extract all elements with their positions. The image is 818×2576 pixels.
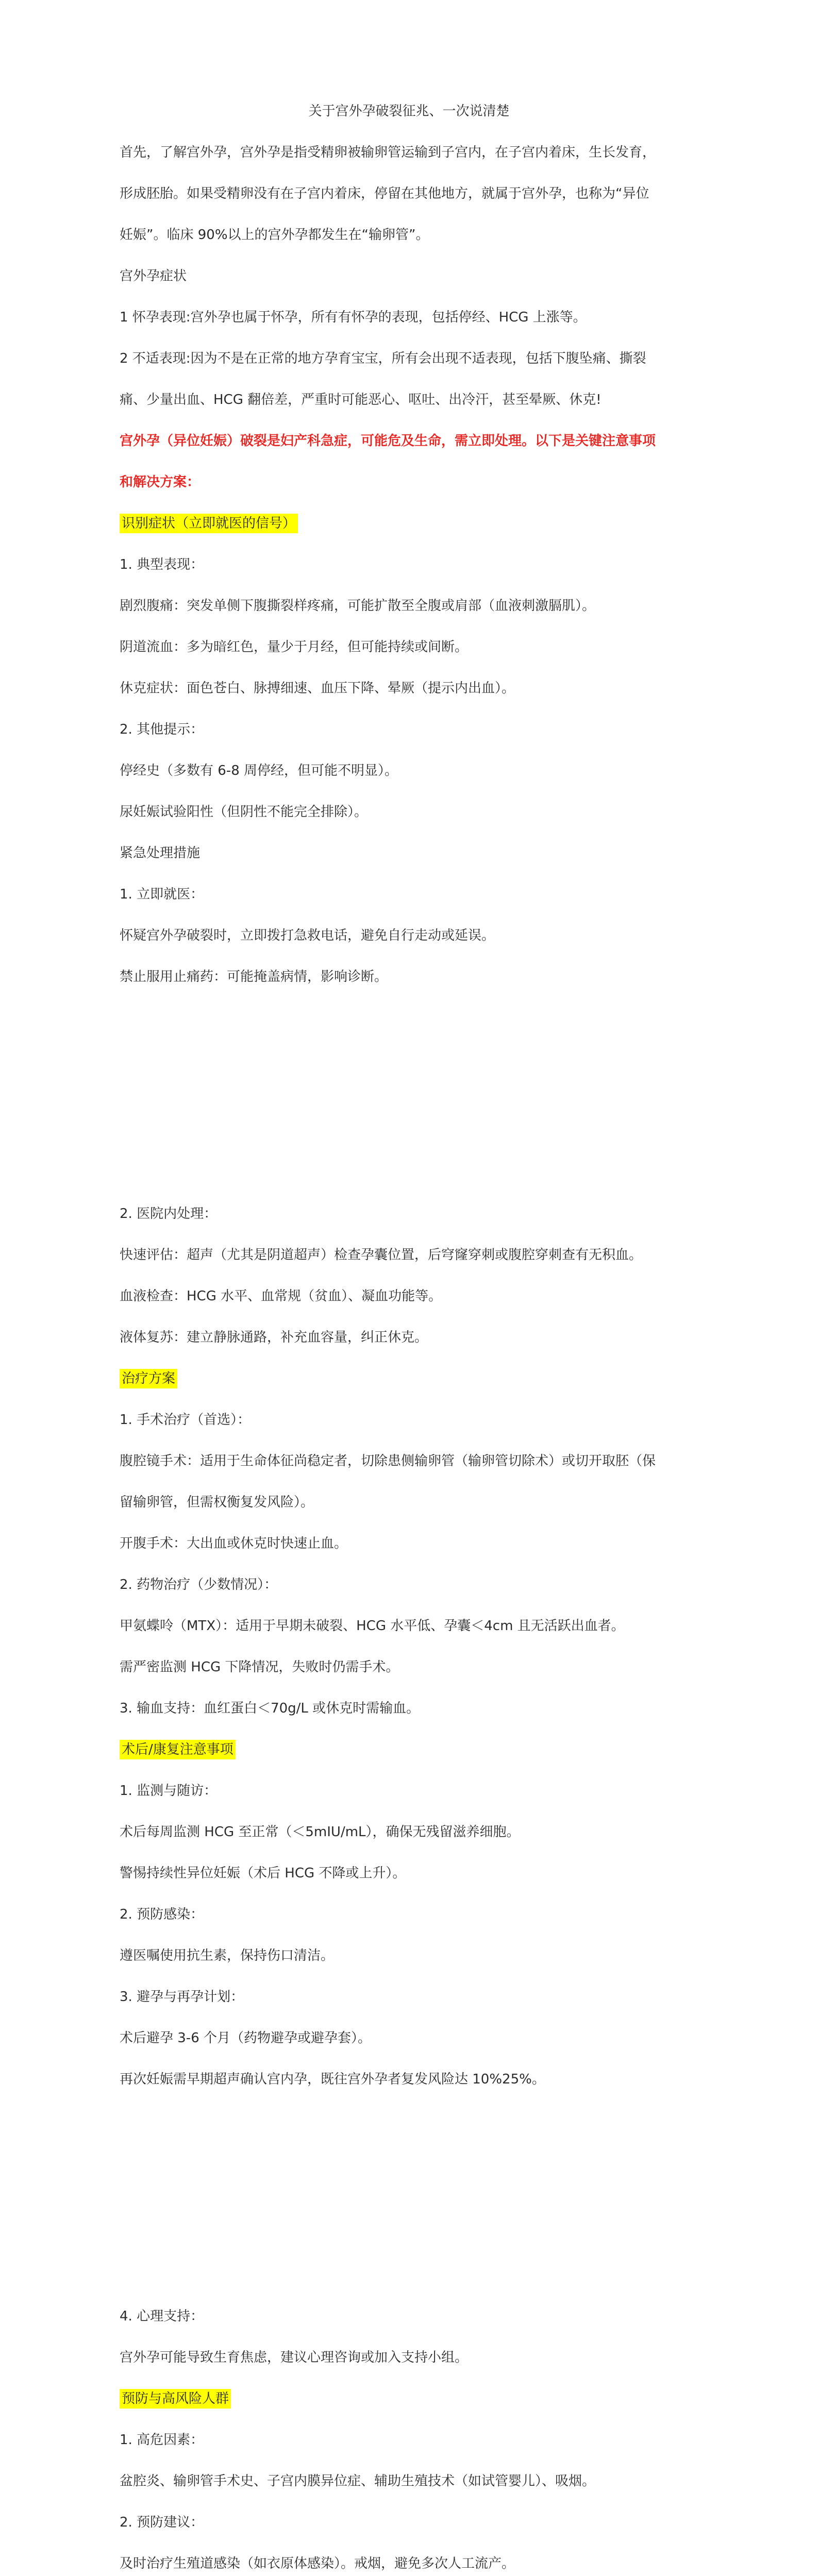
postop-pregnancy: 3. 避孕与再孕计划： <box>120 1989 244 2005</box>
doc-title: 关于宫外孕破裂征兆、一次说清楚 <box>308 104 510 119</box>
emergency-item-2: 禁止服用止痛药：可能掩盖病情，影响诊断。 <box>120 969 388 985</box>
identify-item-2: 阴道流血：多为暗红色，量少于月经，但可能持续或间断。 <box>120 639 469 655</box>
postop-monitor: 1. 监测与随访： <box>120 1783 218 1799</box>
hospital-item-1: 快速评估：超声（尤其是阴道超声）检查孕囊位置，后穹窿穿刺或腹腔穿刺查有无积血。 <box>120 1247 643 1263</box>
drug-item-2: 需严密监测 HCG 下降情况，失败时仍需手术。 <box>120 1659 399 1675</box>
postop-infection: 2. 预防感染： <box>120 1907 204 1922</box>
treatment-surgery: 1. 手术治疗（首选）： <box>120 1412 251 1428</box>
treatment-drug: 2. 药物治疗（少数情况）： <box>120 1577 278 1592</box>
identify-heading: 识别症状（立即就医的信号） <box>120 514 298 533</box>
warning-line-2: 和解决方案： <box>120 474 201 490</box>
advice-item-1: 及时治疗生殖道感染（如衣原体感染）。戒烟，避免多次人工流产。 <box>120 2556 515 2571</box>
identify-item-1: 剧烈腹痛：突发单侧下腹撕裂样疼痛，可能扩散至全腹或肩部（血液刺激膈肌）。 <box>120 598 596 614</box>
identify-other: 2. 其他提示： <box>120 722 204 737</box>
hospital-heading: 2. 医院内处理： <box>120 1206 218 1222</box>
hospital-item-3: 液体复苏：建立静脉通路，补充血容量，纠正休克。 <box>120 1330 428 1345</box>
pregnancy-item-1: 术后避孕 3-6 个月（药物避孕或避孕套）。 <box>120 2030 371 2046</box>
symptom-line-2: 2 不适表现:因为不是在正常的地方孕育宝宝，所有会出现不适表现，包括下腹坠痛、撕裂 <box>120 351 646 366</box>
prevention-heading: 预防与高风险人群 <box>120 2389 231 2409</box>
prevention-risk: 1. 高危因素： <box>120 2432 204 2448</box>
monitor-item-1: 术后每周监测 HCG 至正常（＜5mIU/mL），确保无残留滋养细胞。 <box>120 1824 520 1840</box>
postop-psych: 4. 心理支持： <box>120 2309 204 2324</box>
surgery-item-1: 腹腔镜手术：适用于生命体征尚稳定者，切除患侧输卵管（输卵管切除术）或切开取胚（保 <box>120 1453 656 1469</box>
postop-heading: 术后/康复注意事项 <box>120 1740 236 1759</box>
drug-item-1: 甲氨蝶呤（MTX）：适用于早期未破裂、HCG 水平低、孕囊＜4cm 且无活跃出血者。 <box>120 1618 625 1634</box>
identify-item-3: 休克症状：面色苍白、脉搏细速、血压下降、晕厥（提示内出血）。 <box>120 681 515 696</box>
treatment-transfusion: 3. 输血支持：血红蛋白＜70g/L 或休克时需输血。 <box>120 1701 420 1716</box>
intro-line-1: 首先，了解宫外孕，宫外孕是指受精卵被输卵管运输到子宫内，在子宫内着床，生长发育， <box>120 145 656 160</box>
prevention-advice: 2. 预防建议： <box>120 2515 204 2530</box>
psych-item-1: 宫外孕可能导致生育焦虑，建议心理咨询或加入支持小组。 <box>120 2350 469 2365</box>
symptom-line-1: 1 怀孕表现:宫外孕也属于怀孕，所有有怀孕的表现，包括停经、HCG 上涨等。 <box>120 310 587 325</box>
pregnancy-item-2: 再次妊娠需早期超声确认宫内孕，既往宫外孕者复发风险达 10%25%。 <box>120 2072 545 2087</box>
symptom-line-3: 痛、少量出血、HCG 翻倍差，严重时可能恶心、呕吐、出冷汗，甚至晕厥、休克! <box>120 392 602 408</box>
intro-line-2: 形成胚胎。如果受精卵没有在子宫内着床，停留在其他地方，就属于宫外孕，也称为“异位 <box>120 186 649 201</box>
treatment-heading: 治疗方案 <box>120 1369 177 1388</box>
identify-other-item-2: 尿妊娠试验阳性（但阴性不能完全排除）。 <box>120 804 368 820</box>
emergency-item-1: 怀疑宫外孕破裂时，立即拨打急救电话，避免自行走动或延误。 <box>120 928 495 943</box>
monitor-item-2: 警惕持续性异位妊娠（术后 HCG 不降或上升）。 <box>120 1866 406 1881</box>
surgery-item-3: 开腹手术：大出血或休克时快速止血。 <box>120 1536 348 1551</box>
intro-line-3: 妊娠”。临床 90%以上的宫外孕都发生在“输卵管”。 <box>120 227 429 243</box>
identify-typical: 1. 典型表现： <box>120 557 204 572</box>
risk-item-1: 盆腔炎、输卵管手术史、子宫内膜异位症、辅助生殖技术（如试管婴儿）、吸烟。 <box>120 2473 596 2489</box>
infection-item-1: 遵医嘱使用抗生素，保持伤口清洁。 <box>120 1948 335 1963</box>
emergency-heading: 紧急处理措施 <box>120 845 201 861</box>
warning-line-1: 宫外孕（异位妊娠）破裂是妇产科急症，可能危及生命，需立即处理。以下是关键注意事项 <box>120 433 656 449</box>
identify-other-item-1: 停经史（多数有 6-8 周停经，但可能不明显）。 <box>120 763 398 778</box>
surgery-item-2: 留输卵管，但需权衡复发风险）。 <box>120 1495 314 1510</box>
hospital-item-2: 血液检查：HCG 水平、血常规（贫血）、凝血功能等。 <box>120 1289 442 1304</box>
emergency-immediate: 1. 立即就医： <box>120 887 204 902</box>
symptoms-heading: 宫外孕症状 <box>120 268 187 284</box>
